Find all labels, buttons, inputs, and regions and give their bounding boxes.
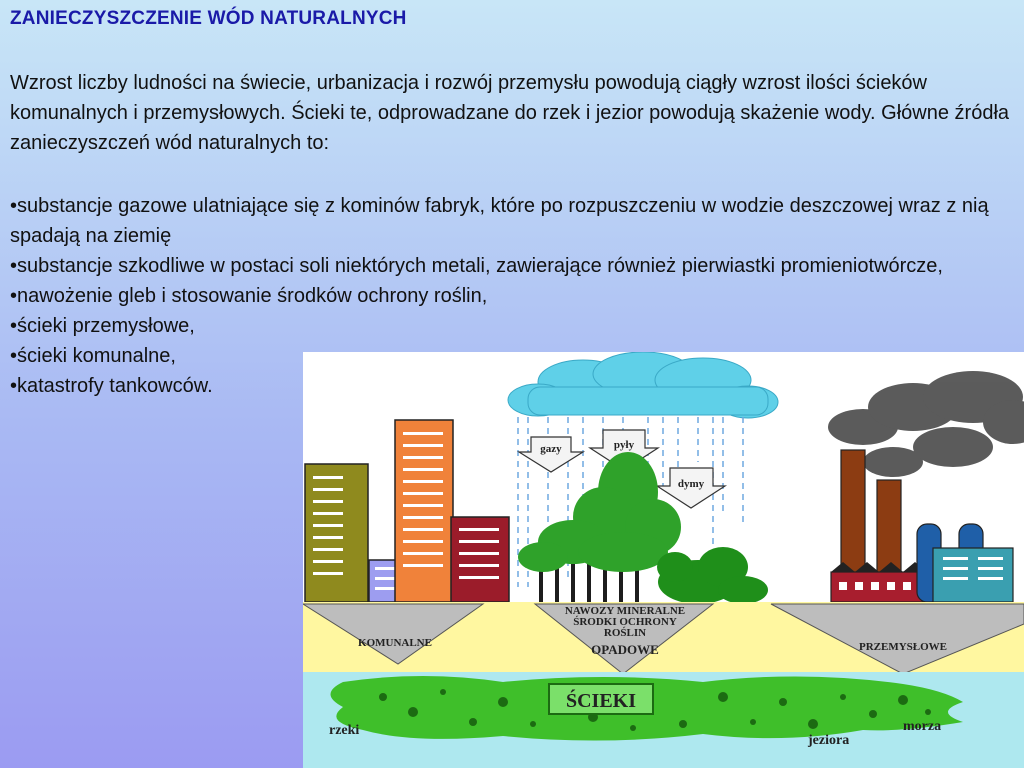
- roslin-label: ROŚLIN: [603, 627, 647, 639]
- list-item: •ścieki komunalne,: [10, 345, 176, 367]
- komunalne-label: KOMUNALNE: [358, 637, 432, 649]
- list-item: •substancje szkodliwe w postaci soli niektórych metali, zawierające również pierwiastki promieniotwórcze,: [10, 255, 943, 277]
- morza-label: morza: [903, 719, 942, 734]
- sewage-label: ŚCIEKI: [565, 690, 637, 712]
- list-item: •substancje gazowe ulatniające się z kominów fabryk, które po rozpuszczeniu w wodzie deszczowej wraz z nią spadają na ziemię: [10, 195, 989, 247]
- list-item: •katastrofy tankowców.: [10, 375, 213, 397]
- page-title: ZANIECZYSZCZENIE WÓD NATURALNYCH: [10, 8, 407, 29]
- building-olive: [305, 464, 368, 602]
- rzeki-label: rzeki: [329, 723, 360, 738]
- list-item: •nawożenie gleb i stosowanie środków ochrony roślin,: [10, 285, 488, 307]
- intro-paragraph: Wzrost liczby ludności na świecie, urbanizacja i rozwój przemysłu powodują ciągły wzrost ilości ścieków komunalnych i przemysłowych. Ścieki te, odprowadzane do rzek i jezior powodują skażenie wody. Główne źródła zanieczyszczeń wód naturalnych to:: [10, 72, 1010, 154]
- przemyslowe-label: PRZEMYSŁOWE: [858, 641, 948, 653]
- pyly-label: pyły: [613, 439, 635, 451]
- opadowe-label: OPADOWE: [591, 642, 659, 657]
- building-orange: [395, 420, 453, 602]
- gazy-label: gazy: [540, 443, 562, 455]
- jeziora-label: jeziora: [808, 733, 850, 748]
- dymy-label: dymy: [677, 478, 705, 490]
- factory-building: [933, 548, 1013, 602]
- nawozy-label: NAWOZY MINERALNE: [564, 605, 686, 617]
- list-item: •ścieki przemysłowe,: [10, 315, 195, 337]
- srodki-label: ŚRODKI OCHRONY: [573, 616, 677, 628]
- pollution-diagram: [303, 352, 1024, 768]
